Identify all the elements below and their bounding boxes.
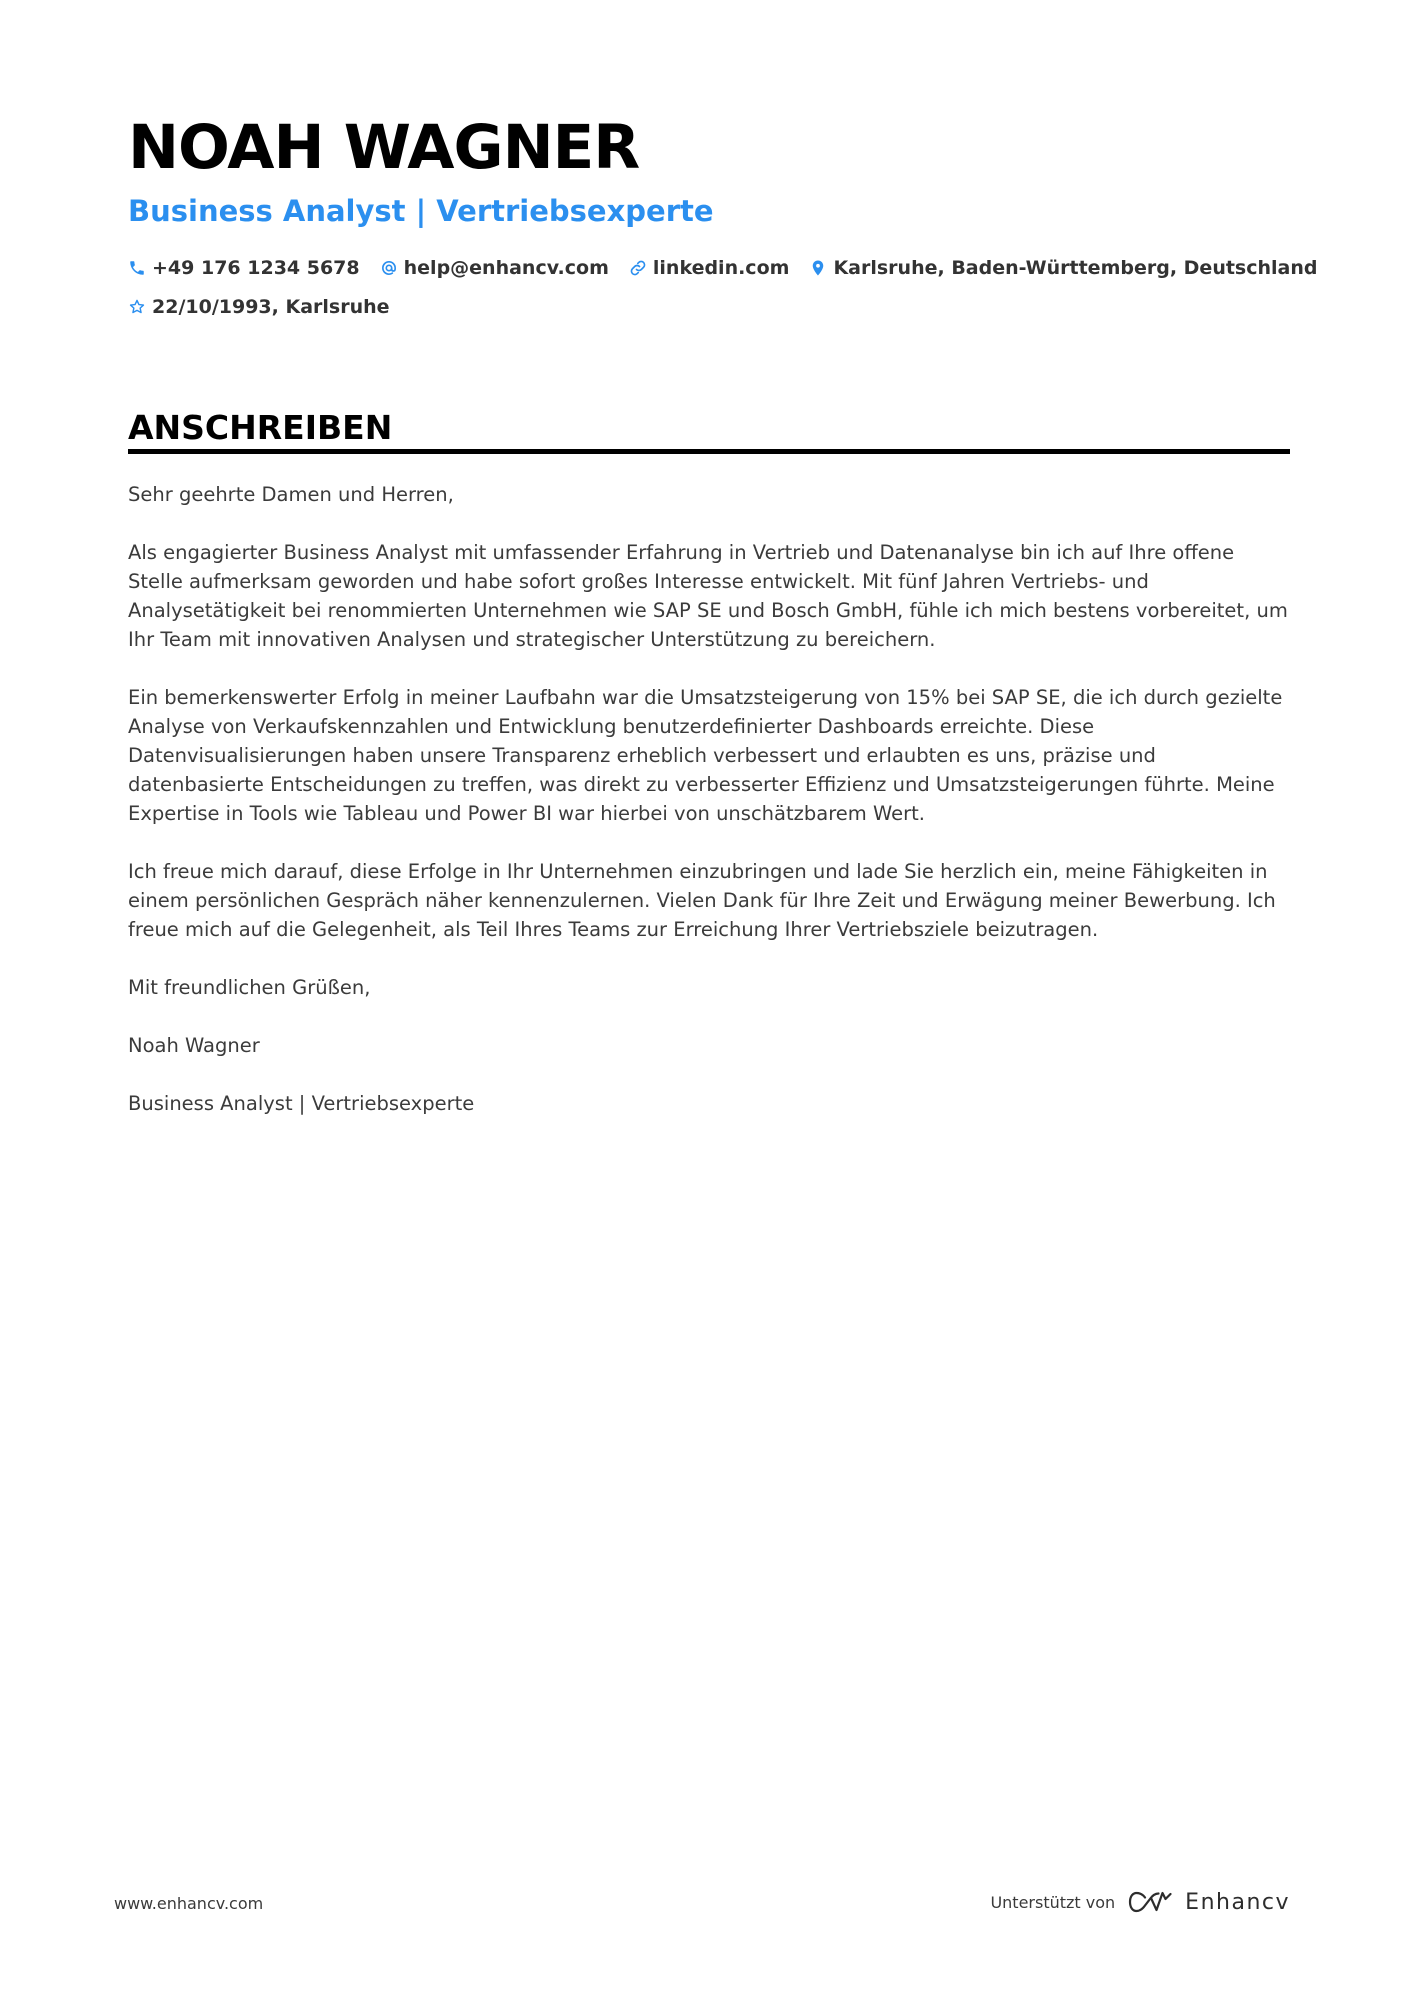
footer-website-link[interactable]: www.enhancv.com — [114, 1894, 264, 1913]
link-icon — [629, 259, 647, 277]
letter-body — [128, 480, 1290, 1147]
phone-icon — [128, 259, 146, 277]
letter-salutation: Sehr geehrte Damen und Herren, — [128, 483, 454, 506]
powered-by-label: Unterstützt von — [990, 1892, 1116, 1912]
contact-location — [809, 257, 1317, 279]
enhancv-logo-icon — [1127, 1889, 1173, 1915]
signature-name: Noah Wagner — [128, 1034, 260, 1057]
contact-row-primary — [128, 254, 1337, 282]
section-divider — [128, 449, 1290, 454]
contact-linkedin[interactable] — [629, 257, 790, 279]
contact-birth — [128, 296, 390, 318]
at-icon — [380, 259, 398, 277]
letter-paragraph: Ein bemerkenswerter Erfolg in meiner Laufbahn war die Umsatzsteigerung von 15% bei SAP SE, die ich durch gezielte Analyse von Verkaufskennzahlen und Entwicklung benutzerdefinierter Dashboards erreichte. Diese Datenvisualisierungen haben unsere Transparenz erheblich verbessert und erlaubten es uns, präzise und datenbasierte Entscheidungen zu treffen, was direkt zu verbesserter Effizienz und Umsatzsteigerungen führte. Meine Expertise in Tools wie Tableau und Power BI war hierbei von unschätzbarem Wert. — [128, 686, 1283, 825]
candidate-name: NOAH WAGNER — [128, 112, 640, 183]
signature-title: Business Analyst | Vertriebsexperte — [128, 1092, 475, 1115]
candidate-title: Business Analyst | Vertriebsexperte — [128, 194, 714, 228]
footer-powered-by — [990, 1889, 1290, 1915]
contact-row-secondary — [128, 293, 410, 321]
letter-paragraph: Als engagierter Business Analyst mit umfassender Erfahrung in Vertrieb und Datenanalyse bin ich auf Ihre offene Stelle aufmerksam geworden und habe sofort großes Interesse entwickelt. Mit fünf Jahren Vertriebs- und Analysetätigkeit bei renommierten Unternehmen wie SAP SE und Bosch GmbH, fühle ich mich bestens vorbereitet, um Ihr Team mit innovativen Analysen und strategischer Unterstützung zu bereichern. — [128, 541, 1288, 651]
linkedin-text: linkedin.com — [652, 257, 790, 279]
letter-closing: Mit freundlichen Grüßen, — [128, 976, 371, 999]
location-text: Karlsruhe, Baden-Württemberg, Deutschland — [833, 257, 1318, 279]
section-title: ANSCHREIBEN — [128, 408, 393, 447]
contact-email[interactable] — [380, 257, 609, 279]
birth-text: 22/10/1993, Karlsruhe — [152, 296, 390, 318]
brand-name: Enhancv — [1185, 1889, 1290, 1915]
contact-phone — [128, 257, 360, 279]
email-text: help@enhancv.com — [403, 257, 609, 279]
location-pin-icon — [809, 259, 827, 277]
star-icon — [128, 298, 146, 316]
letter-paragraph: Ich freue mich darauf, diese Erfolge in Ihr Unternehmen einzubringen und lade Sie herzlich ein, meine Fähigkeiten in einem persönlichen Gespräch näher kennenzulernen. Vielen Dank für Ihre Zeit und Erwägung meiner Bewerbung. Ich freue mich auf die Gelegenheit, als Teil Ihres Teams zur Erreichung Ihrer Vertriebsziele beizutragen. — [128, 860, 1276, 941]
phone-text: +49 176 1234 5678 — [152, 257, 360, 279]
brand-logo[interactable] — [1127, 1889, 1290, 1915]
